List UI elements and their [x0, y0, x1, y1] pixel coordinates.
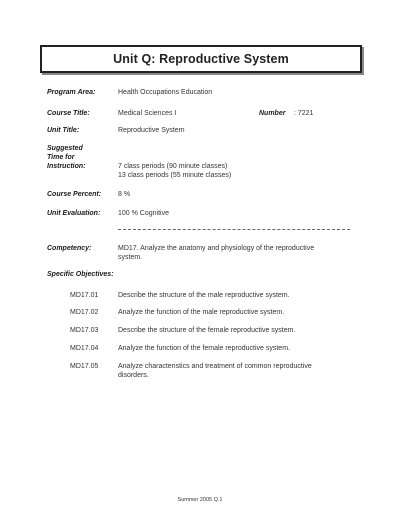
suggested-time-label-2: Time for: [47, 154, 75, 161]
unit-evaluation-value: 100 % Cognitive: [118, 210, 169, 217]
objective-code: MD17.04: [70, 345, 99, 352]
course-title-label: Course Title:: [47, 110, 90, 117]
objective-text: Analyze the function of the male reproductive system.: [118, 309, 285, 316]
objective-code: MD17.02: [70, 309, 99, 316]
unit-evaluation-label: Unit Evaluation:: [47, 210, 101, 217]
objectives-heading: Specific Objectives:: [47, 271, 114, 278]
objective-text: Analyze characteristics and treatment of common reproductive: [118, 363, 312, 370]
suggested-time-label-3: Instruction:: [47, 163, 86, 170]
competency-text-1: MD17. Analyze the anatomy and physiology of the reproductive: [118, 245, 315, 252]
competency-text-2: system.: [118, 254, 143, 261]
number-label: Number: [259, 110, 286, 117]
objective-text: Analyze the function of the female reproductive system.: [118, 345, 290, 352]
objective-text: Describe the structure of the female reproductive system.: [118, 327, 296, 334]
unit-title-label: Unit Title:: [47, 127, 80, 134]
suggested-time-label-1: Suggested: [47, 145, 83, 152]
objective-text-continued: disorders.: [118, 372, 149, 379]
course-title-value: Medical Sciences I: [118, 110, 177, 117]
number-value: : 7221: [294, 110, 314, 117]
objective-text: Describe the structure of the male reproductive system.: [118, 292, 290, 299]
objective-code: MD17.05: [70, 363, 99, 370]
course-percent-value: 8 %: [118, 191, 131, 198]
unit-title-heading: Unit Q: Reproductive System: [113, 52, 289, 66]
course-percent-label: Course Percent:: [47, 191, 102, 198]
program-area-label: Program Area:: [47, 89, 96, 96]
page-footer: Summer 2005 Q.1: [177, 497, 223, 503]
objective-code: MD17.03: [70, 327, 99, 334]
program-area-value: Health Occupations Education: [118, 89, 213, 96]
suggested-time-value-2: 13 class periods (55 minute classes): [118, 172, 232, 179]
unit-title-value: Reproductive System: [118, 127, 185, 134]
title-box: [40, 45, 362, 73]
objective-code: MD17.01: [70, 292, 99, 299]
separator-line: [118, 229, 350, 230]
competency-label: Competency:: [47, 245, 92, 252]
suggested-time-value-1: 7 class periods (90 minute classes): [118, 163, 228, 170]
